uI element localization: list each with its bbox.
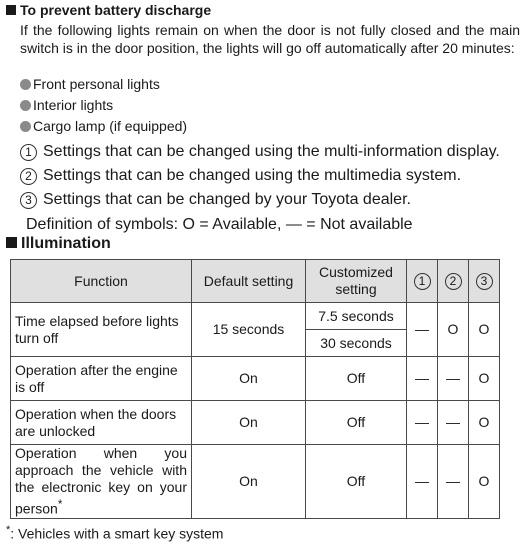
avail-cell: — bbox=[438, 357, 469, 401]
circled-number-icon: 1 bbox=[414, 273, 431, 290]
table-row bbox=[11, 401, 500, 445]
avail-cell: — bbox=[407, 445, 438, 519]
circled-number-icon: 2 bbox=[20, 168, 37, 185]
legend-item: 1 Settings that can be changed using the multi-information display. bbox=[20, 140, 500, 164]
circled-number-icon: 3 bbox=[476, 273, 493, 290]
header-default: Default setting bbox=[192, 260, 306, 303]
section-heading-illumination bbox=[6, 235, 111, 253]
table-row bbox=[11, 303, 500, 330]
avail-cell: — bbox=[407, 357, 438, 401]
legend-item: 3 Settings that can be changed by your Toyota dealer. bbox=[20, 188, 500, 212]
bullet-dot-icon bbox=[20, 100, 31, 111]
footnote-mark: * bbox=[6, 524, 11, 536]
table-header-row bbox=[11, 260, 500, 303]
custom-cell: Off bbox=[306, 445, 407, 519]
footnote: *: Vehicles with a smart key system bbox=[6, 524, 224, 542]
list-item: Interior lights bbox=[20, 95, 187, 116]
header-col-1 bbox=[407, 260, 438, 303]
square-bullet-icon bbox=[6, 237, 17, 248]
header-function: Function bbox=[11, 260, 192, 303]
section-heading-battery bbox=[6, 2, 211, 18]
header-col-2 bbox=[438, 260, 469, 303]
avail-cell: O bbox=[469, 445, 500, 519]
avail-cell: O bbox=[469, 357, 500, 401]
battery-paragraph: If the following lights remain on when the door is not fully closed and the main switch is in the door position, the lights will go off automatically after 20 minutes: bbox=[20, 22, 520, 56]
function-cell: Operation after the engine is off bbox=[11, 357, 192, 401]
circled-number-icon: 3 bbox=[20, 192, 37, 209]
default-cell: On bbox=[192, 357, 306, 401]
avail-cell: O bbox=[469, 401, 500, 445]
square-bullet-icon bbox=[6, 5, 16, 15]
avail-cell: — bbox=[438, 401, 469, 445]
default-cell: On bbox=[192, 445, 306, 519]
custom-cell: Off bbox=[306, 401, 407, 445]
function-cell: Operation when you approach the vehicle with the electronic key on your person* bbox=[11, 445, 192, 519]
default-cell: 15 seconds bbox=[192, 303, 306, 357]
circled-number-icon: 2 bbox=[445, 273, 462, 290]
avail-cell: — bbox=[407, 401, 438, 445]
function-cell: Time elapsed before lights turn off bbox=[11, 303, 192, 357]
table-row bbox=[11, 445, 500, 519]
symbol-definition: Definition of symbols: O = Available, — = Not available bbox=[26, 216, 413, 233]
light-list bbox=[20, 74, 187, 137]
avail-cell: — bbox=[438, 445, 469, 519]
custom-cell: 30 seconds bbox=[306, 330, 407, 357]
bullet-dot-icon bbox=[20, 79, 31, 90]
avail-cell: O bbox=[438, 303, 469, 357]
list-item: Cargo lamp (if equipped) bbox=[20, 116, 187, 137]
list-item: Front personal lights bbox=[20, 74, 187, 95]
custom-cell: Off bbox=[306, 357, 407, 401]
legend-item: 2 Settings that can be changed using the multimedia system. bbox=[20, 164, 500, 188]
settings-legend bbox=[20, 140, 500, 212]
avail-cell: O bbox=[469, 303, 500, 357]
default-cell: On bbox=[192, 401, 306, 445]
custom-cell: 7.5 seconds bbox=[306, 303, 407, 330]
table-row bbox=[11, 357, 500, 401]
section-title: To prevent battery discharge bbox=[20, 2, 212, 18]
circled-number-icon: 1 bbox=[20, 144, 37, 161]
bullet-dot-icon bbox=[20, 121, 31, 132]
header-col-3 bbox=[469, 260, 500, 303]
illumination-table bbox=[10, 259, 500, 519]
section-title: Illumination bbox=[21, 235, 111, 252]
function-cell: Operation when the doors are unlocked bbox=[11, 401, 192, 445]
avail-cell: — bbox=[407, 303, 438, 357]
header-customized: Customized setting bbox=[306, 260, 407, 303]
footnote-mark: * bbox=[57, 498, 63, 512]
